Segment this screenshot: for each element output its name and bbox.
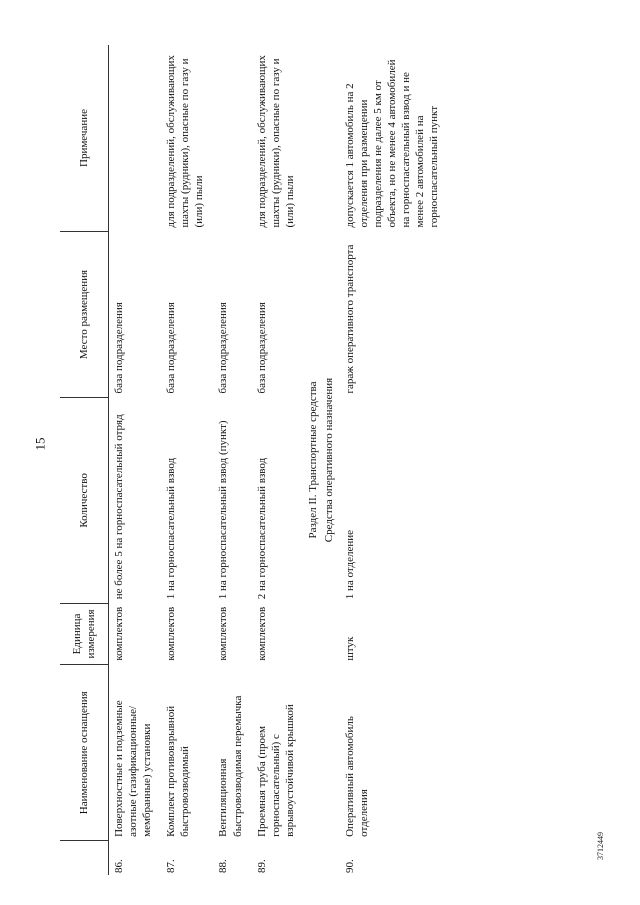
- row-number: 90.: [344, 859, 357, 873]
- row-number: 87.: [165, 859, 178, 873]
- row-note: [109, 45, 158, 232]
- row-place: гараж оперативного транспорта: [344, 244, 357, 394]
- table-row: [209, 45, 247, 875]
- header-note: Примечание: [60, 45, 109, 232]
- row-unit: штук: [344, 636, 357, 661]
- row-number: 86.: [113, 859, 125, 873]
- row-number: 89.: [255, 859, 268, 873]
- row-place: база подразделения: [165, 302, 178, 394]
- row-place: база подразделения: [217, 302, 230, 394]
- row-qty: не более 5 на горноспасательный отряд: [113, 414, 125, 600]
- row-unit: комплектов: [255, 606, 268, 661]
- row-note: допускается 1 автомобиль на 2 отделения при размещении подразделения не далее 5 км от объекта, но не менее 4 автомобилей на горноспасательный взвод и не менее 2 автомобилей на горноспасательный пункт: [344, 59, 441, 228]
- row-note: [209, 45, 247, 232]
- subsection-title: Средства оперативного назначения: [322, 377, 335, 543]
- equipment-table: [60, 45, 445, 875]
- row-note: для подразделений, обслуживающих шахты (рудники), опасные по газу и (или) пыли: [255, 55, 296, 228]
- table-header-row: [60, 45, 109, 875]
- row-note: для подразделений, обслуживающих шахты (рудники), опасные по газу и (или) пыли: [165, 55, 206, 228]
- header-qty: Количество: [60, 398, 109, 604]
- row-unit: комплектов: [165, 606, 178, 661]
- row-unit: комплектов: [113, 606, 125, 661]
- subsection-row: [321, 45, 340, 875]
- row-name: Комплект противовзрывной быстровозводимый: [165, 705, 192, 837]
- document-code: 3712449: [596, 832, 605, 860]
- table-row: [340, 45, 445, 875]
- row-number: 88.: [217, 859, 230, 873]
- header-num: [60, 841, 109, 875]
- rotated-table-container: [60, 45, 620, 875]
- table-row: [248, 45, 300, 875]
- header-name: Наименование оснащения: [60, 665, 109, 841]
- row-name: Проемная труба (проем горноспасательный) с взрывоустойчивой крышкой: [255, 704, 296, 837]
- row-place: база подразделения: [255, 302, 268, 394]
- row-qty: 1 на горноспасательный взвод: [165, 457, 178, 600]
- row-qty: 1 на отделение: [344, 529, 357, 600]
- row-qty: 2 на горноспасательный взвод: [255, 457, 268, 600]
- row-name: Вентиляционная быстровозводимая перемычка: [217, 695, 244, 837]
- section-title: Раздел II. Транспортные средства: [306, 381, 319, 539]
- section-row: [300, 45, 321, 875]
- row-place: база подразделения: [113, 302, 125, 394]
- row-name: Оперативный автомобиль отделения: [344, 716, 371, 837]
- header-unit: Единица измерения: [60, 603, 109, 664]
- header-place: Место размещения: [60, 232, 109, 398]
- page-number: 15: [32, 437, 48, 451]
- row-qty: 1 на горноспасательный взвод (пункт): [217, 420, 230, 600]
- row-unit: комплектов: [217, 606, 230, 661]
- row-name: Поверхностные и подземные азотные (газификационные/ мембранные) установки: [113, 700, 154, 837]
- table-row: [109, 45, 158, 875]
- table-row: [157, 45, 209, 875]
